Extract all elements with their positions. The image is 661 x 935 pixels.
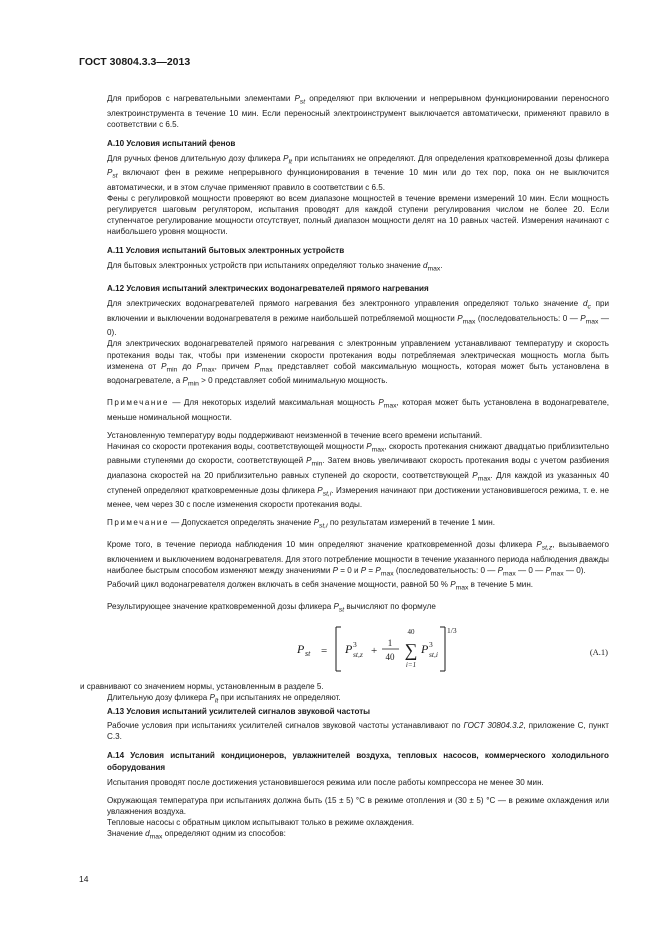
formula-frac-num: 1: [387, 637, 393, 648]
paragraph: и сравнивают со значением нормы, установленным в разделе 5.: [80, 681, 324, 691]
paragraph: Для бытовых электронных устройств при испытаниях определяют только значение $d_{max}$.: [107, 261, 443, 273]
paragraph: Значение $d_{max}$ определяют одним из способов:: [107, 828, 286, 841]
formula-term2: P: [421, 641, 429, 656]
paragraph: Начиная со скорости протекания воды, соответствующей мощности $P_{max}$, скорость протекания снижают двадцатью приблизительно равными ступенями до скорости, соответствующей $P_{min}$. Затем вновь увеличивают скорость протекания воды с учетом разбиения диапазона скоростей на 20 приблизительно равных ступеней до скорости, соответствующей $P_{max}$. Для каждой из указанных 40 ступеней определяют кратковременные дозы фликера $P_{st,i}$. Измерения начинают при достижении установившегося режима, т. е. не менее, чем через 30 с после изменения скорости протекания воды.: [107, 441, 610, 510]
formula-term1: P: [345, 641, 353, 656]
section-heading: А.11 Условия испытаний бытовых электронных устройств: [107, 246, 345, 256]
paragraph: Для приборов с нагревательными элементами $P_{st}$ определяют при включении и непрерывном функционировании переносного электроинструмента в течение 10 мин. Если переносный электроинструмент выключается автоматически, применяют правило в соответствии с 6.5.: [107, 94, 609, 129]
paragraph: Испытания проводят после достижения установившегося режима или после работы компрессора не менее 30 мин.: [107, 777, 544, 787]
section-heading: А.12 Условия испытаний электрических водонагревателей прямого нагревания: [107, 284, 429, 294]
formula-number: (А.1): [589, 646, 608, 657]
formula-sum-sign: ∑: [404, 639, 418, 660]
paragraph: Установленную температуру воды поддерживают неизменной в течение всего времени испытаний.: [107, 430, 483, 440]
formula-lhs: P: [297, 641, 305, 656]
paragraph: Для ручных фенов длительную дозу фликера $P_{lt}$ при испытаниях не определяют. Для определения кратковременной дозы фликера $P_{st}$ включают фен в режиме непрерывного функционирования в течение 10 мин или до тех пор, пока он не выключится автоматически, и в этом случае применяют правило в соответствии с 6.5.: [107, 153, 609, 193]
formula-term2-sup: 3: [429, 639, 433, 649]
document-body: [80, 93, 610, 842]
formula-lhs-sub: st: [305, 648, 311, 658]
paragraph: Для электрических водонагревателей прямого нагревания без электронного управления определяют только значение $d_c$ при включении и выключении водонагревателя в режиме наибольшей потребляемой мощности $P_{max}$ (последовательность: 0 — $P_{max}$ — 0).: [107, 299, 610, 338]
paragraph: Кроме того, в течение периода наблюдения 10 мин определяют значение кратковременной дозы фликера $P_{st,z}$, вызываемого включением и выключением водонагревателя. Для этого потребление мощности в течение указанного периода наблюдения дважды наиболее быстрым способом изменяют между значениями P = 0 и $P = P_{max}$ (последовательность: 0 — $P_{max}$ — 0 — $P_{max}$ — 0).: [107, 539, 609, 578]
formula-term2-sub: st,i: [429, 649, 438, 659]
formula-sum-bottom: i=1: [405, 660, 417, 669]
paragraph: Для электрических водонагревателей прямого нагревания с электронным управлением устанавливают температуру и скорость протекания воды так, чтобы при изменении скорости протекания воды потребляемая электрическая мощность могла быть изменена от $P_{min}$ до $P_{max}$, причем $P_{max}$ представляет собой максимальную мощность, которая может быть установлена в водонагревателе, а $P_{min} > 0$ представляет собой минимальную мощность.: [107, 339, 609, 388]
paragraph: Результирующее значение кратковременной дозы фликера $P_{st}$ вычисляют по формуле: [107, 601, 436, 614]
paragraph: Тепловые насосы с обратным циклом испытывают только в режиме охлаждения.: [107, 817, 415, 827]
formula-a1: [107, 621, 609, 677]
paragraph: Длительную дозу фликера $P_{lt}$ при испытаниях не определяют.: [107, 692, 341, 705]
formula-outer-exp: 1/3: [447, 625, 457, 635]
formula-term1-sup: 3: [353, 639, 357, 649]
formula-sum-top: 40: [407, 627, 415, 636]
page-number: 14: [79, 874, 89, 884]
note-paragraph: Примечание — Допускается определять значение $P_{st,i}$ по результатам измерений в течение 1 мин.: [107, 518, 495, 530]
formula-equals: =: [321, 644, 328, 657]
section-heading: А.14 Условия испытаний кондиционеров, увлажнителей воздуха, тепловых насосов, коммерческого холодильного оборудования: [107, 751, 609, 772]
document-header: ГОСТ 30804.3.3—2013: [79, 56, 191, 68]
formula-svg: [107, 621, 609, 677]
paragraph: Рабочий цикл водонагревателя должен включать в себя значение мощности, равной 50 % $P_{max}$ в течение 5 мин.: [107, 580, 534, 592]
paragraph: Фены с регулировкой мощности проверяют во всем диапазоне мощностей в течение времени измерений 10 мин. Если мощность регулируется шаговым регулятором, испытания проводят для каждой ступени регулирования числом не более 20. Если ступенчатое регулирование мощности отсутствует, полный диапазон мощности делят на 10 равных частей. Измерения начинают с наибольшего уровня мощности.: [107, 194, 609, 237]
paragraph: Рабочие условия при испытаниях усилителей сигналов звуковой частоты устанавливают по ГОСТ 30804.3.2, приложение С, пункт С.3.: [107, 721, 609, 742]
paragraph: Окружающая температура при испытаниях должна быть (15 ± 5) °С в режиме отопления и (30 ± 5) °С — в режиме охлаждения или увлажнения воздуха.: [107, 795, 609, 816]
note-paragraph: Примечание — Для некоторых изделий максимальная мощность $P_{max}$, которая может быть установлена в водонагревателе, меньше номинальной мощности.: [107, 397, 610, 422]
formula-plus: +: [371, 644, 378, 657]
section-heading: А.13 Условия испытаний усилителей сигналов звуковой частоты: [107, 707, 371, 717]
section-heading: А.10 Условия испытаний фенов: [107, 138, 236, 148]
formula-frac-den: 40: [385, 651, 395, 662]
formula-term1-sub: st,z: [353, 649, 363, 659]
